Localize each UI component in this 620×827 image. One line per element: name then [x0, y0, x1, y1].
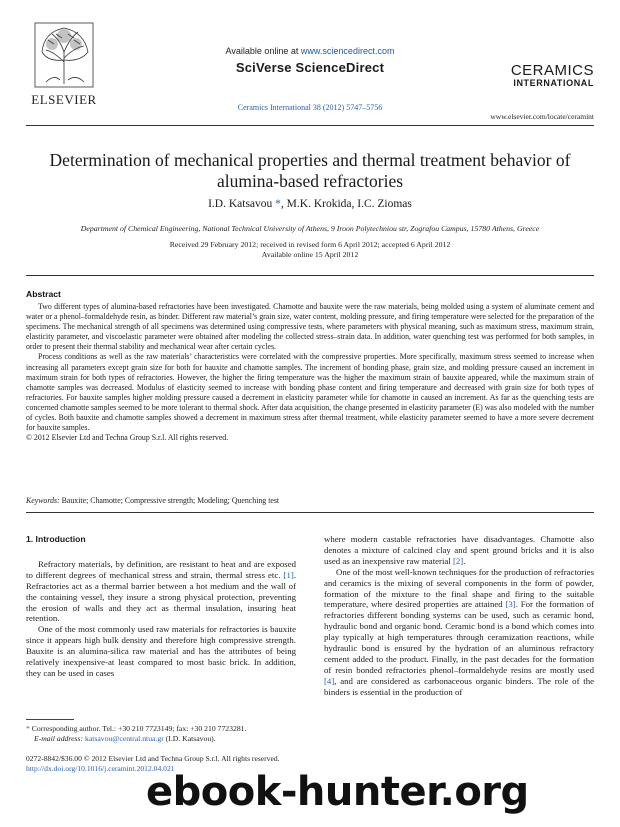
text-run: where modern castable refractories have disadvantages. Chamotte also denotes a mixture of calcined clay and spent ground bricks and it is also used as an inexpensive raw material	[324, 534, 594, 566]
email-line	[26, 734, 306, 744]
left-column	[26, 532, 296, 679]
issn-line: 0272-8842/$36.00 © 2012 Elsevier Ltd and Techna Group S.r.l. All rights reserved.	[26, 754, 280, 763]
article-title: Determination of mechanical properties and thermal treatment behavior of alumina-based refractories	[49, 150, 571, 191]
author-list	[0, 198, 620, 210]
footnote-rule	[26, 719, 74, 720]
footnote-text: Corresponding author. Tel.: +30 210 7723149; fax: +30 210 7723281.	[29, 724, 247, 733]
keywords-line	[26, 496, 594, 505]
received-dates: Received 29 February 2012; received in revised form 6 April 2012; accepted 6 April 2012	[169, 240, 451, 249]
journal-logo-line2: INTERNATIONAL	[513, 78, 594, 88]
text-run: One of the most well-known techniques for the production of refractories and ceramics is the mixing of several components in the form of powder, formation of the mixture to the final shape and firing to the suitable temperature, where desired properties are attained	[324, 566, 594, 610]
journal-logo-line1: CERAMICS	[510, 62, 594, 79]
footnote	[26, 724, 306, 744]
reference-link[interactable]: [3]	[505, 599, 516, 610]
abstract-body	[26, 302, 594, 443]
available-online-line	[0, 46, 620, 56]
abstract-paragraph: Process conditions as well as the raw materials’ characteristics were correlated with the compressive properties. More specifically, maximum stress seemed to increase when increasing all parameters except grain size for both for bauxite and chamotte samples. The increment of bonding phase, grain size, and molding pressure caused an increment in maximum strain for both types of refractories. However, the higher the firing temperature was the higher the maximum strain of bauxite appeared, while the maximum strain of chamotte samples was decreased. Modulus of elasticity seemed to increase with bonding phase content and firing temperature and decreased with grain size for both types of refractories. For bauxite samples higher molding pressure caused a decrement in elasticity parameter while for chamotte in caused an increment. As far as the quenching tests are concerned chamotte samples seemed to be more tolerant to thermal shock. After data acquisition, the change presented in elasticity parameter (E) was also modeled with the number of cycles. Both bauxite and chamotte samples showed a decrement in maximum stress after thermal treatment, while elasticity parameter seemed to have a more severe decrement for bauxite samples.	[26, 352, 594, 433]
reference-link[interactable]: [4]	[324, 675, 335, 686]
body-paragraph	[26, 559, 296, 624]
abstract-paragraph: Two different types of alumina-based refractories have been investigated. Chamotte and bauxite were the raw materials, being molded using a system of aluminate cement and water or a phenol–formaldehyde resin, as binder. Different raw material’s grain size, water content, molding pressure, and firing temperature were selected for the preparation of the specimens. The mechanical strength of all specimens was determined using compressive tests, where parameters with physical meaning, such as maximum stress, maximum strain, elasticity parameter, and viscoelastic parameter were obtained after modeling the collected stress–strain data. In addition, water quenching test was performed for both samples, in order to present their thermal stability and mechanical wear after certain cycles.	[26, 302, 594, 352]
reference-link[interactable]: [1]	[283, 569, 294, 580]
abstract-rule	[26, 512, 594, 513]
corresponding-author-note	[26, 724, 306, 734]
footnote-mark: *	[26, 724, 30, 733]
text-run: , and are considered as carbonaceous organic binders. The role of the binders is essential in the production of	[324, 675, 594, 697]
text-run: .	[463, 555, 466, 566]
body-paragraph	[324, 534, 594, 567]
reference-link[interactable]: [2]	[452, 555, 464, 566]
title-rule	[26, 275, 594, 276]
section-heading: 1. Introduction	[26, 534, 86, 544]
affiliation: Department of Chemical Engineering, National Technical University of Athens, 9 Iroon Polytechniou str, Zografou Campus, 15780 Athens, Greece	[80, 224, 540, 233]
abstract-copyright: © 2012 Elsevier Ltd and Techna Group S.r.l. All rights reserved.	[26, 433, 229, 443]
keywords-list: Bauxite; Chamotte; Compressive strength; Modeling; Quenching test	[61, 496, 280, 505]
abstract-heading: Abstract	[26, 289, 61, 299]
email-label: E-mail address:	[34, 734, 85, 743]
sciencedirect-link[interactable]: www.sciencedirect.com	[300, 46, 395, 56]
text-run: Refractory materials, by definition, are resistant to heat and are exposed to different degrees of mechanical stress and strain, thermal stress etc.	[26, 558, 296, 580]
journal-reference-link[interactable]: Ceramics International 38 (2012) 5747–5756	[237, 103, 383, 112]
email-link[interactable]: katsavou@central.ntua.gr	[84, 734, 164, 743]
elsevier-wordmark: ELSEVIER	[31, 92, 97, 107]
body-paragraph	[324, 567, 594, 698]
email-suffix: (I.D. Katsavou).	[163, 734, 216, 743]
article-dates	[0, 240, 620, 260]
right-column	[324, 534, 594, 698]
corresponding-author-mark[interactable]: *	[275, 198, 281, 210]
other-authors: , M.K. Krokida, I.C. Ziomas	[280, 198, 412, 210]
platform-name: SciVerse ScienceDirect	[235, 60, 385, 75]
watermark: ebook-hunter.org	[146, 769, 529, 815]
available-online-date: Available online 15 April 2012	[261, 250, 359, 259]
available-prefix: Available online at	[225, 46, 301, 56]
doi-link[interactable]: http://dx.doi.org/10.1016/j.ceramint.2012.04.021	[26, 763, 175, 773]
header-rule	[26, 125, 594, 126]
text-run: . Refractories act as a thermal barrier between a hot medium and the wall of the containing vessel, they insure a strong physical protection, preventing the erosion of walls and they act as thermal insulation, insuring heat retention.	[26, 569, 296, 624]
body-paragraph: One of the most commonly used raw materials for refractories is bauxite since it appears high bulk density and therefore high compressive strength. Bauxite is an alumina-silica raw material and has the attributes of being relatively inexpensive-at least compared to most basic brick. In addition, they can be used in cases	[26, 624, 296, 678]
journal-url[interactable]: www.elsevier.com/locate/ceramint	[490, 112, 594, 121]
text-run: . For the formation of refractories different bonding systems can be used, such as ceramic bond, hydraulic bond and organic bond. Ceramic bond is a bond which comes into play typically at high temperatures through ceramization reactions, while hydraulic bond is ensured by the hydration of an aluminous refractory cement added to the product. Finally, in the past decades for the formation of resin bonded refractories phenol–formaldehyde resins are mostly used	[324, 599, 594, 675]
keywords-label: Keywords:	[26, 496, 60, 505]
first-author: I.D. Katsavou	[208, 198, 273, 210]
journal-logo	[511, 62, 594, 88]
